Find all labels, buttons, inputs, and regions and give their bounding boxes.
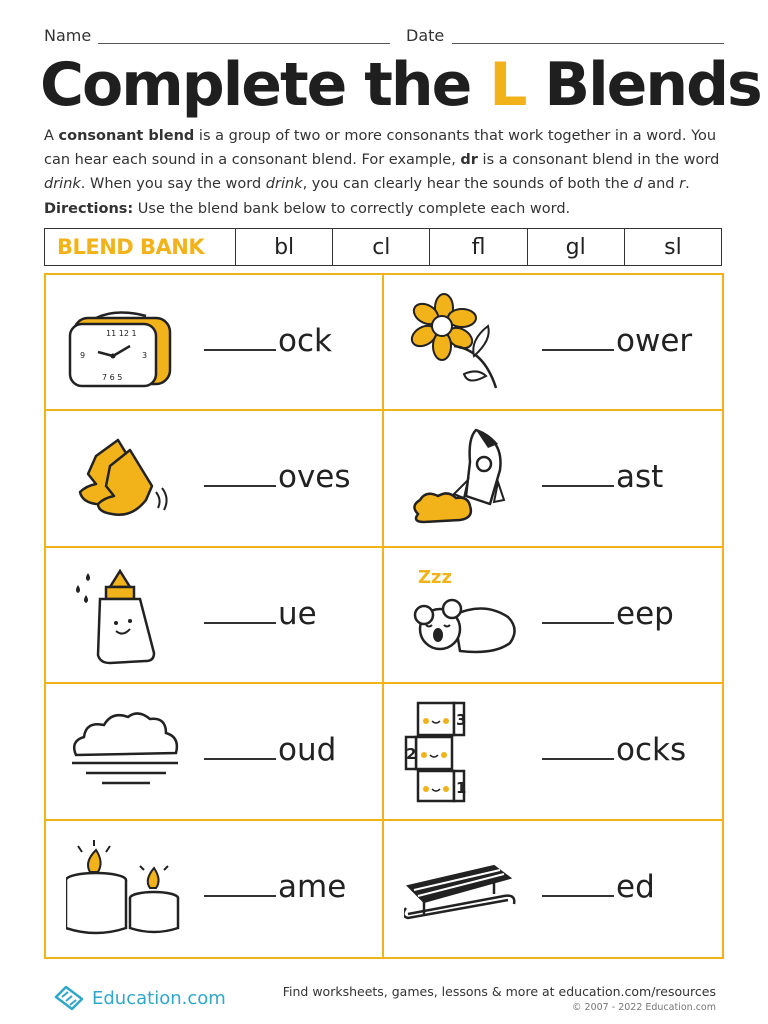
word-cell bbox=[384, 275, 722, 411]
sled-icon bbox=[404, 836, 524, 941]
word-ending: ed bbox=[616, 868, 655, 905]
blend-bank-item: fl bbox=[430, 229, 527, 265]
answer-blank[interactable] bbox=[204, 621, 276, 624]
gloves-icon bbox=[66, 426, 186, 531]
word-puzzle[interactable] bbox=[542, 732, 686, 768]
word-cell bbox=[384, 411, 722, 547]
word-ending: ast bbox=[616, 459, 664, 496]
intro-paragraph bbox=[44, 124, 734, 196]
block-number: 3 bbox=[456, 711, 467, 730]
blend-bank-item: cl bbox=[333, 229, 430, 265]
svg-text:7 6 5: 7 6 5 bbox=[102, 373, 123, 382]
sleeping-koala-icon bbox=[404, 563, 524, 668]
brand-name: Education.com bbox=[92, 987, 226, 1009]
word-puzzle[interactable] bbox=[542, 323, 692, 359]
education-logo-icon bbox=[52, 983, 86, 1013]
word-cell bbox=[46, 411, 384, 547]
blend-bank-item: gl bbox=[528, 229, 625, 265]
word-puzzle[interactable] bbox=[204, 596, 317, 632]
intro-text: is a group of two or more consonants that work together in a word. You can hear each sound in a consonant blend. For example, bbox=[44, 128, 717, 168]
answer-blank[interactable] bbox=[542, 348, 614, 351]
word-cell bbox=[46, 548, 384, 684]
answer-blank[interactable] bbox=[204, 484, 276, 487]
blend-bank-item: bl bbox=[236, 229, 333, 265]
title-suffix: Blends bbox=[525, 50, 761, 120]
zzz-label: Zzz bbox=[418, 566, 453, 588]
word-ending: oves bbox=[278, 459, 351, 496]
intro-text: is a consonant blend in the word bbox=[477, 152, 720, 168]
intro-text: and bbox=[642, 176, 680, 192]
word-puzzle[interactable] bbox=[542, 596, 674, 632]
word-cell bbox=[46, 684, 384, 820]
intro-word: drink bbox=[265, 176, 303, 192]
name-field[interactable] bbox=[98, 43, 390, 44]
word-cell bbox=[384, 684, 722, 820]
directions-text: Use the blend bank below to correctly complete each word. bbox=[133, 201, 571, 217]
directions-label: Directions: bbox=[44, 201, 134, 217]
word-ending: ue bbox=[278, 595, 317, 632]
title-accent: L bbox=[489, 50, 526, 120]
answer-blank[interactable] bbox=[204, 894, 276, 897]
blend-bank-heading: BLEND BANK bbox=[45, 229, 236, 265]
word-ending: ocks bbox=[616, 732, 687, 769]
footer-tagline[interactable]: Find worksheets, games, lessons & more at education.com/resources bbox=[282, 984, 716, 999]
glue-icon bbox=[66, 563, 186, 668]
word-puzzle[interactable] bbox=[204, 732, 336, 768]
rocket-icon bbox=[404, 426, 524, 531]
word-cell bbox=[384, 821, 722, 957]
word-puzzle[interactable] bbox=[204, 459, 351, 495]
answer-blank[interactable] bbox=[542, 484, 614, 487]
intro-text: . bbox=[685, 176, 690, 192]
candles-icon bbox=[66, 836, 186, 941]
word-cell bbox=[384, 548, 722, 684]
intro-term: consonant blend bbox=[58, 128, 195, 144]
word-puzzle[interactable] bbox=[204, 869, 346, 905]
answer-blank[interactable] bbox=[542, 757, 614, 760]
clock-icon bbox=[66, 290, 186, 395]
footer-info bbox=[283, 984, 716, 1013]
word-ending: oud bbox=[278, 732, 337, 769]
date-label: Date bbox=[406, 26, 445, 45]
directions bbox=[44, 201, 734, 217]
blocks-icon bbox=[404, 699, 524, 804]
footer-copyright: © 2007 - 2022 Education.com bbox=[572, 1002, 716, 1013]
svg-text:11 12 1: 11 12 1 bbox=[106, 329, 137, 338]
name-date-header bbox=[44, 26, 724, 48]
intro-example: dr bbox=[460, 152, 478, 168]
answer-blank[interactable] bbox=[542, 621, 614, 624]
word-ending: ower bbox=[616, 323, 693, 359]
education-logo[interactable] bbox=[52, 980, 226, 1016]
intro-word: drink bbox=[44, 176, 81, 192]
word-ending: ame bbox=[278, 868, 347, 905]
intro-letter: r bbox=[679, 176, 686, 192]
intro-text: , you can clearly hear the sounds of both the bbox=[302, 176, 634, 192]
answer-blank[interactable] bbox=[204, 757, 276, 760]
cloud-icon bbox=[66, 699, 186, 804]
intro-text: . When you say the word bbox=[80, 176, 266, 192]
word-cell bbox=[46, 821, 384, 957]
word-puzzle[interactable] bbox=[542, 869, 655, 905]
page-title bbox=[40, 50, 761, 120]
intro-letter: d bbox=[633, 176, 643, 192]
date-field[interactable] bbox=[452, 43, 724, 44]
block-number: 1 bbox=[456, 779, 467, 798]
block-number: 2 bbox=[406, 745, 417, 764]
svg-text:3: 3 bbox=[142, 351, 148, 360]
blend-bank bbox=[44, 228, 722, 266]
word-grid bbox=[44, 273, 724, 959]
answer-blank[interactable] bbox=[542, 894, 614, 897]
word-cell bbox=[46, 275, 384, 411]
answer-blank[interactable] bbox=[204, 348, 276, 351]
intro-text: A bbox=[44, 128, 59, 144]
word-puzzle[interactable] bbox=[204, 323, 332, 359]
word-ending: eep bbox=[616, 595, 674, 632]
word-puzzle[interactable] bbox=[542, 459, 663, 495]
flower-icon bbox=[404, 290, 524, 395]
name-label: Name bbox=[44, 26, 92, 45]
word-ending: ock bbox=[278, 323, 332, 359]
svg-text:9: 9 bbox=[80, 351, 86, 360]
title-prefix: Complete the bbox=[40, 50, 490, 120]
blend-bank-item: sl bbox=[664, 234, 682, 260]
